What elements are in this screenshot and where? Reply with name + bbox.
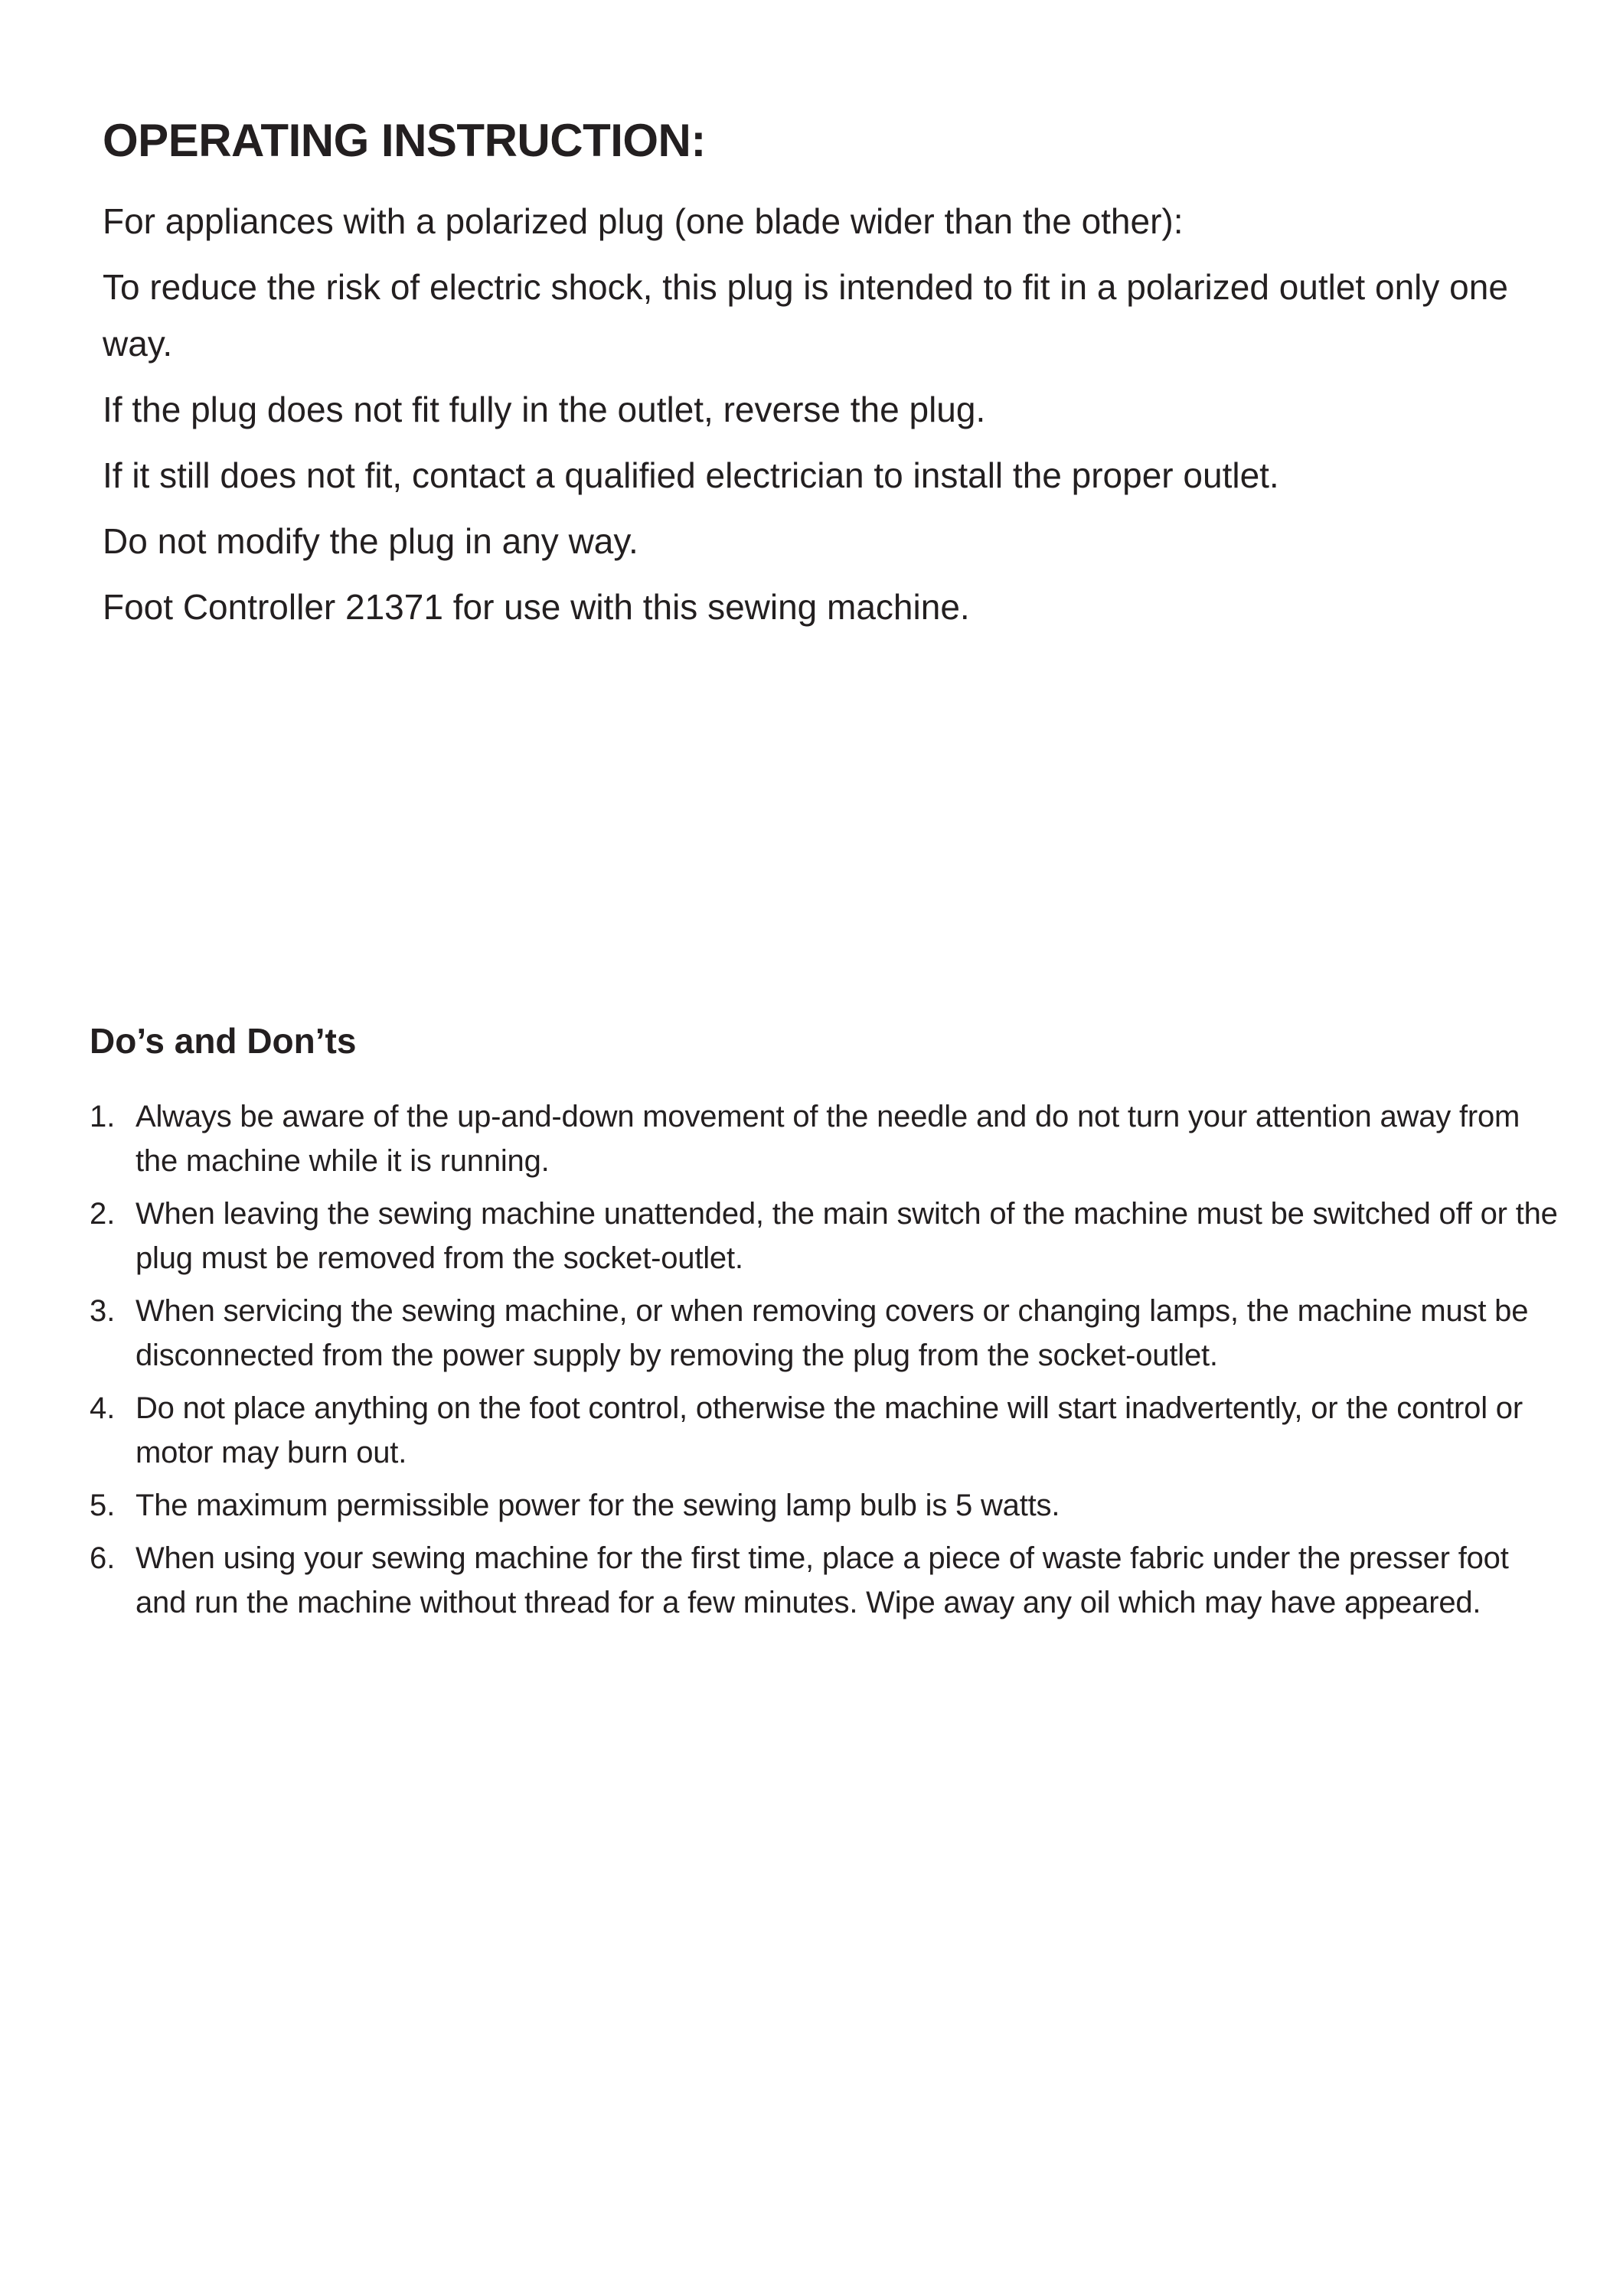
- operating-instruction-title: OPERATING INSTRUCTION:: [103, 115, 706, 166]
- list-item-number: 3.: [90, 1294, 116, 1328]
- list-item-number: 2.: [90, 1197, 116, 1231]
- dos-and-donts-list: [90, 1094, 1559, 1625]
- instruction-line-polarized-plug: For appliances with a polarized plug (one blade wider than the other):: [103, 201, 1184, 241]
- list-item: [90, 1536, 1559, 1625]
- list-item-number: 4.: [90, 1391, 116, 1425]
- instruction-line-contact-electrician: If it still does not fit, contact a qualified electrician to install the proper outlet.: [103, 455, 1279, 495]
- instruction-line-foot-controller: Foot Controller 21371 for use with this sewing machine.: [103, 587, 970, 627]
- list-item: [90, 1483, 1559, 1528]
- list-item-text: The maximum permissible power for the sewing lamp bulb is 5 watts.: [136, 1489, 1060, 1522]
- list-item-text: When leaving the sewing machine unattended, the main switch of the machine must be switched off or the plug must be removed from the socket-outlet.: [136, 1197, 1558, 1275]
- instruction-line-reverse-plug: If the plug does not fit fully in the outlet, reverse the plug.: [103, 390, 986, 429]
- list-item: [90, 1386, 1559, 1475]
- dos-and-donts-section: [90, 1018, 1559, 1633]
- list-item: [90, 1289, 1559, 1378]
- list-item-number: 6.: [90, 1541, 116, 1575]
- list-item: [90, 1094, 1559, 1183]
- operating-instruction-section: [103, 110, 1572, 644]
- list-item-text: Always be aware of the up-and-down movement of the needle and do not turn your attention away from the machine while it is running.: [136, 1100, 1520, 1178]
- instruction-line-do-not-modify: Do not modify the plug in any way.: [103, 521, 638, 561]
- list-item-number: 1.: [90, 1100, 116, 1133]
- list-item-number: 5.: [90, 1489, 116, 1522]
- operating-instruction-body: [103, 193, 1572, 635]
- list-item-text: When servicing the sewing machine, or when removing covers or changing lamps, the machine must be disconnected from the power supply by removing the plug from the socket-outlet.: [136, 1294, 1529, 1372]
- instruction-line-reduce-risk: To reduce the risk of electric shock, this plug is intended to fit in a polarized outlet only one way.: [103, 267, 1508, 364]
- list-item-text: When using your sewing machine for the first time, place a piece of waste fabric under the presser foot and run the machine without thread for a few minutes. Wipe away any oil which may have appeared.: [136, 1541, 1509, 1619]
- list-item-text: Do not place anything on the foot control, otherwise the machine will start inadvertently, or the control or motor may burn out.: [136, 1391, 1523, 1469]
- list-item: [90, 1192, 1559, 1280]
- dos-and-donts-title: Do’s and Don’ts: [90, 1021, 357, 1061]
